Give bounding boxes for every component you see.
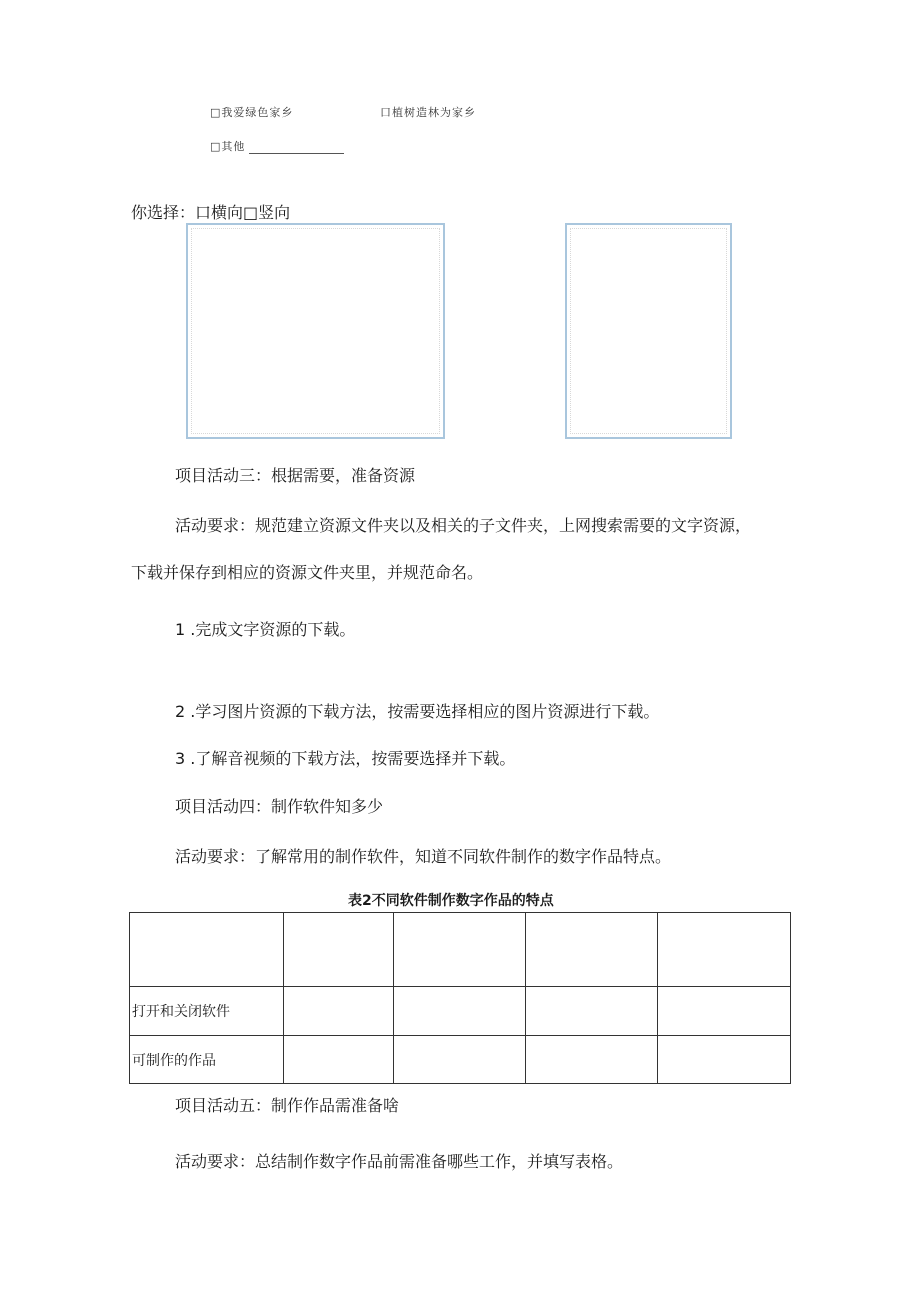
software-features-table	[129, 912, 791, 1084]
activity4-title: 项目活动四：制作软件知多少	[175, 797, 384, 816]
table-cell[interactable]	[526, 987, 658, 1036]
table-cell[interactable]	[394, 1036, 526, 1084]
table-cell[interactable]	[526, 913, 658, 987]
activity5-title: 项目活动五：制作作品需准备啥	[175, 1096, 400, 1115]
table-cell[interactable]	[394, 987, 526, 1036]
activity3-step3: 3 .了解音视频的下载方法，按需要选择并下载。	[175, 749, 516, 768]
table-row	[130, 913, 791, 987]
table-row	[130, 987, 791, 1036]
table-cell[interactable]	[284, 1036, 394, 1084]
table-cell[interactable]	[130, 913, 284, 987]
table-cell[interactable]	[394, 913, 526, 987]
table-row	[130, 1036, 791, 1084]
landscape-frame	[186, 223, 445, 439]
activity3-step2: 2 .学习图片资源的下载方法，按需要选择相应的图片资源进行下载。	[175, 702, 660, 721]
activity5-requirement: 活动要求：总结制作数字作品前需准备哪些工作，并填写表格。	[175, 1152, 624, 1171]
table-row-header: 打开和关闭软件	[130, 987, 284, 1036]
table-cell[interactable]	[658, 1036, 791, 1084]
activity3-requirement-line2: 下载并保存到相应的资源文件夹里，并规范命名。	[131, 563, 484, 582]
landscape-frame-inner	[191, 228, 440, 434]
option-other-label: □其他	[210, 140, 246, 153]
option-green-hometown: □我爱绿色家乡	[210, 106, 294, 119]
option-other-blank	[249, 141, 344, 154]
orientation-prompt: 你选择：口横向□竖向	[131, 203, 291, 222]
table-cell[interactable]	[526, 1036, 658, 1084]
portrait-frame	[565, 223, 732, 439]
table-cell[interactable]	[284, 913, 394, 987]
table-caption: 表2不同软件制作数字作品的特点	[348, 893, 554, 909]
activity4-requirement: 活动要求：了解常用的制作软件，知道不同软件制作的数字作品特点。	[175, 847, 672, 866]
table-row-header: 可制作的作品	[130, 1036, 284, 1084]
activity3-title: 项目活动三：根据需要，准备资源	[175, 466, 416, 485]
table-cell[interactable]	[658, 987, 791, 1036]
table-cell[interactable]	[658, 913, 791, 987]
activity3-step1: 1 .完成文字资源的下载。	[175, 620, 356, 639]
table-cell[interactable]	[284, 987, 394, 1036]
portrait-frame-inner	[570, 228, 727, 434]
option-other	[210, 138, 344, 154]
option-plant-trees: 口植树造林为家乡	[380, 106, 476, 119]
activity3-requirement-line1: 活动要求：规范建立资源文件夹以及相关的子文件夹，上网搜索需要的文字资源，	[175, 516, 752, 535]
